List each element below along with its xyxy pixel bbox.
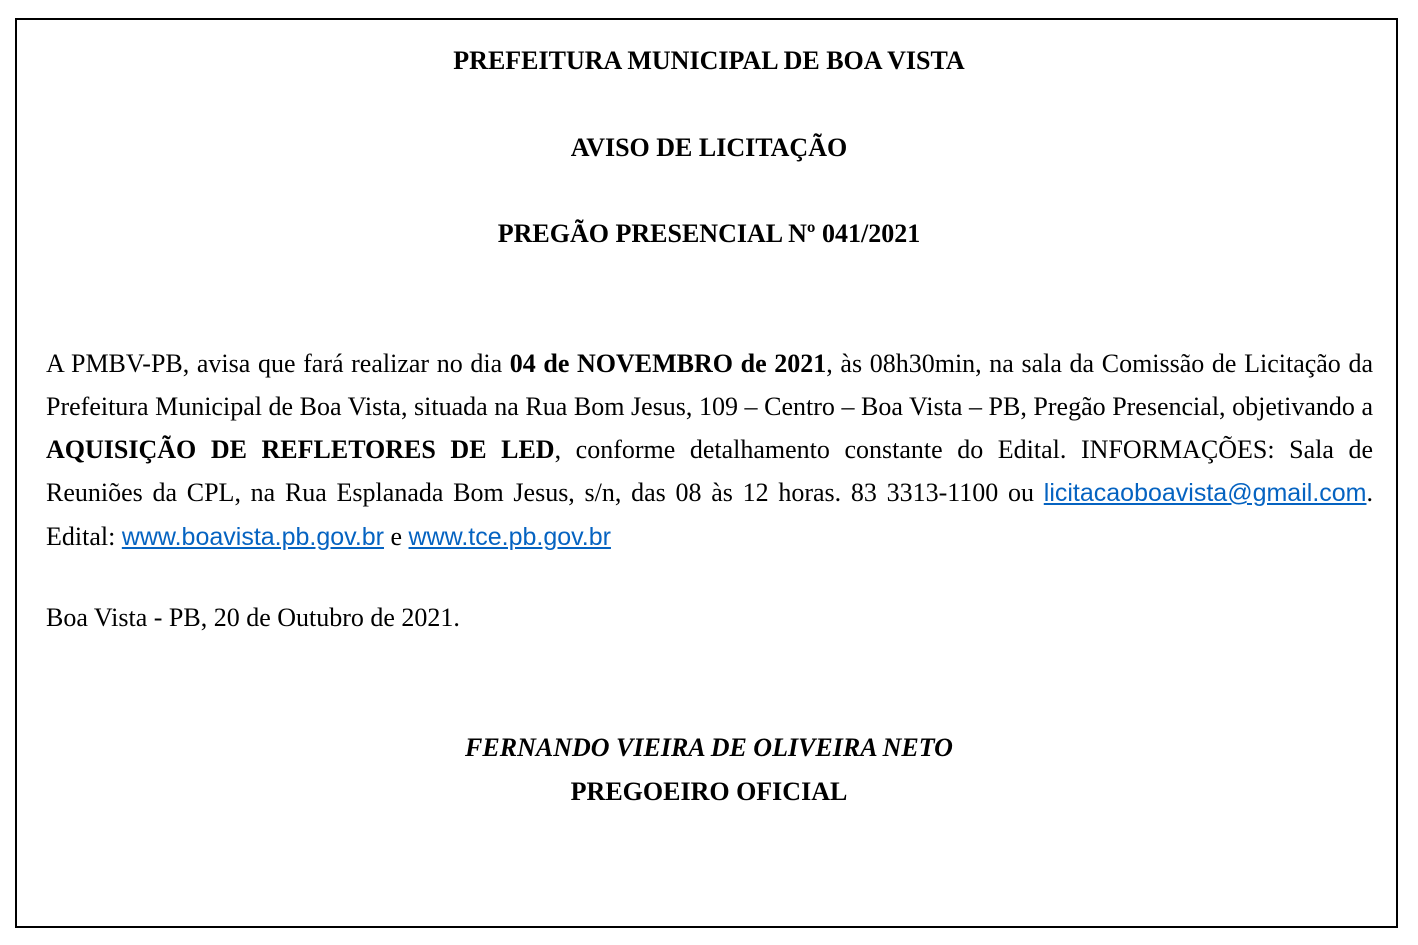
body-text-segment: A PMBV-PB, avisa que fará realizar no dia [46, 349, 510, 378]
municipal-website-link[interactable]: www.boavista.pb.gov.br [121, 523, 384, 551]
procurement-object: AQUISIÇÃO DE REFLETORES DE LED [46, 435, 555, 464]
body-text-segment: e [384, 522, 409, 551]
notice-type-heading: AVISO DE LICITAÇÃO [570, 133, 848, 162]
signatory-role: PREGOEIRO OFICIAL [570, 777, 848, 806]
tce-website-link[interactable]: www.tce.pb.gov.br [408, 523, 611, 551]
email-link[interactable]: licitacaoboavista@gmail.com [1043, 479, 1367, 507]
institution-heading: PREFEITURA MUNICIPAL DE BOA VISTA [453, 46, 965, 75]
body-text-segment: , às 08h30min, na sala da Comissão de Licitação da Prefeitura Municipal de Boa Vista, situada na Rua Bom Jesus, 109 – Centro – Boa Vista – PB, Pregão Presencial, objetivando a [46, 349, 1373, 421]
place-and-date: Boa Vista - PB, 20 de Outubro de 2021. [46, 603, 460, 632]
signatory-name: FERNANDO VIEIRA DE OLIVEIRA NETO [465, 733, 953, 762]
notice-body-paragraph [46, 342, 1373, 559]
procurement-number-heading: PREGÃO PRESENCIAL Nº 041/2021 [497, 219, 921, 248]
body-text-segment: , conforme detalhamento constante do Edital. INFORMAÇÕES: Sala de Reuniões da CPL, na Rua Esplanada Bom Jesus, s/n, das 08 às 12 horas. 83 3313-1100 ou [46, 435, 1373, 507]
session-date: 04 de NOVEMBRO de 2021 [509, 349, 827, 378]
body-text-segment: . Edital: [46, 478, 1373, 551]
